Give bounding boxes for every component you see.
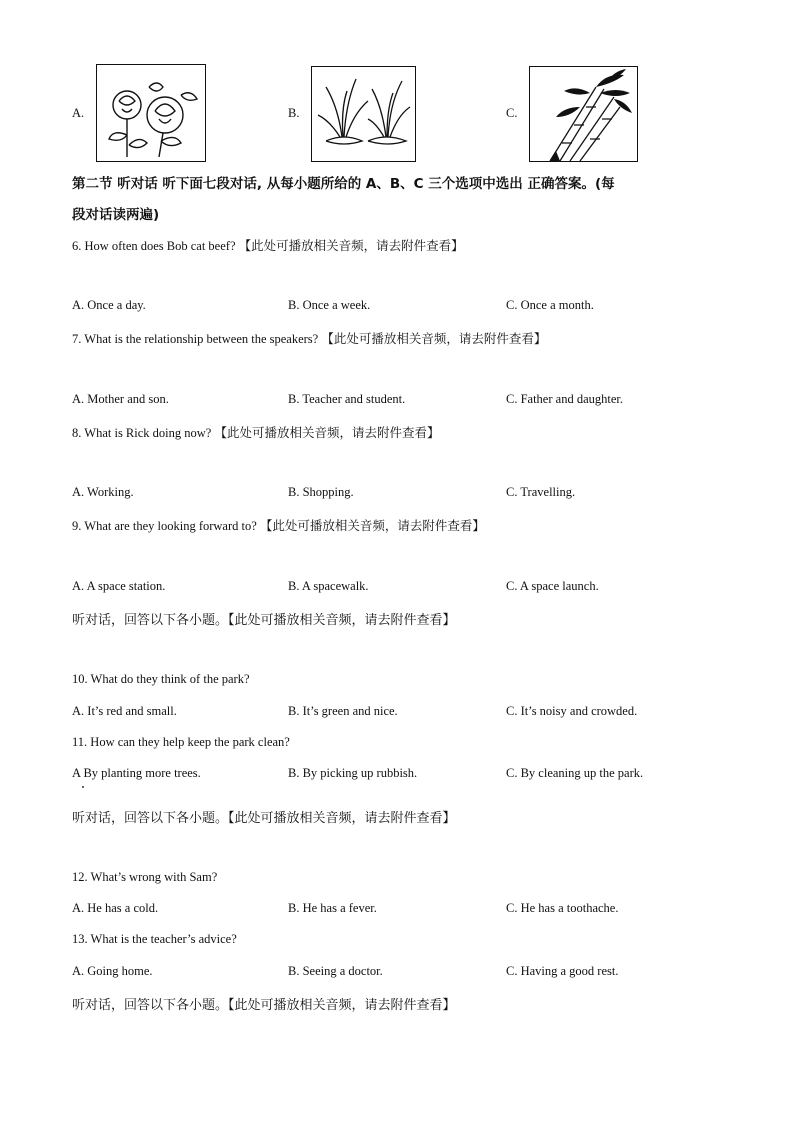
- question-8-option-a[interactable]: A. Working.: [72, 485, 134, 499]
- question-11-option-c[interactable]: C. By cleaning up the park.: [506, 766, 644, 780]
- question-7-option-b[interactable]: B. Teacher and student.: [288, 392, 406, 406]
- question-9-option-a[interactable]: A. A space station.: [72, 579, 166, 593]
- picture-option-a-label: A.: [72, 106, 85, 120]
- group-3-intro: 听对话，回答以下各小题。【此处可播放相关音频，请去附件查看】: [72, 998, 456, 1013]
- question-13-stem: 13. What is the teacher’s advice?: [72, 932, 237, 946]
- question-9-stem: 9. What are they looking forward to? 【此处可播放相关音频，请去附件查看】: [72, 519, 485, 533]
- question-12-stem: 12. What’s wrong with Sam?: [72, 870, 218, 884]
- question-8-option-b[interactable]: B. Shopping.: [288, 485, 354, 499]
- flower-icon: [97, 65, 205, 161]
- flower-picture: [96, 64, 206, 162]
- question-10-option-a[interactable]: A. It’s red and small.: [72, 704, 177, 718]
- question-7-option-a[interactable]: A. Mother and son.: [72, 392, 169, 406]
- question-11-option-a[interactable]: A By planting more trees.: [72, 766, 201, 780]
- question-12-option-b[interactable]: B. He has a fever.: [288, 901, 377, 915]
- question-7-stem: 7. What is the relationship between the speakers? 【此处可播放相关音频，请去附件查看】: [72, 332, 547, 346]
- question-10-stem: 10. What do they think of the park?: [72, 672, 250, 686]
- grass-icon: [312, 67, 415, 161]
- section-header-line2: 段对话读两遍): [72, 207, 160, 223]
- question-12-option-c[interactable]: C. He has a toothache.: [506, 901, 619, 915]
- group-2-intro: 听对话，回答以下各小题。【此处可播放相关音频，请去附件查看】: [72, 811, 456, 826]
- question-6-option-c[interactable]: C. Once a month.: [506, 298, 594, 312]
- question-8-stem: 8. What is Rick doing now? 【此处可播放相关音频，请去附件查看】: [72, 426, 440, 440]
- picture-option-b-label: B.: [288, 106, 300, 120]
- question-13-option-b[interactable]: B. Seeing a doctor.: [288, 964, 383, 978]
- question-9-option-c[interactable]: C. A space launch.: [506, 579, 599, 593]
- question-7-option-c[interactable]: C. Father and daughter.: [506, 392, 623, 406]
- question-6-option-b[interactable]: B. Once a week.: [288, 298, 371, 312]
- question-9-option-b[interactable]: B. A spacewalk.: [288, 579, 369, 593]
- question-10-option-b[interactable]: B. It’s green and nice.: [288, 704, 398, 718]
- section-header-line1: 第二节 听对话 听下面七段对话, 从每小题所给的 A、B、C 三个选项中选出 正确答案。(每: [72, 176, 615, 192]
- question-13-option-c[interactable]: C. Having a good rest.: [506, 964, 619, 978]
- picture-option-c-label: C.: [506, 106, 518, 120]
- bamboo-picture: [529, 66, 638, 162]
- question-6-option-a[interactable]: A. Once a day.: [72, 298, 146, 312]
- question-8-option-c[interactable]: C. Travelling.: [506, 485, 576, 499]
- question-10-option-c[interactable]: C. It’s noisy and crowded.: [506, 704, 638, 718]
- group-1-intro: 听对话，回答以下各小题。【此处可播放相关音频，请去附件查看】: [72, 613, 456, 628]
- grass-picture: [311, 66, 416, 162]
- stray-dot: [82, 786, 84, 788]
- question-11-option-b[interactable]: B. By picking up rubbish.: [288, 766, 418, 780]
- question-12-option-a[interactable]: A. He has a cold.: [72, 901, 159, 915]
- question-11-stem: 11. How can they help keep the park clean?: [72, 735, 290, 749]
- question-13-option-a[interactable]: A. Going home.: [72, 964, 153, 978]
- bamboo-icon: [530, 67, 637, 161]
- question-6-stem: 6. How often does Bob cat beef? 【此处可播放相关音频，请去附件查看】: [72, 239, 464, 253]
